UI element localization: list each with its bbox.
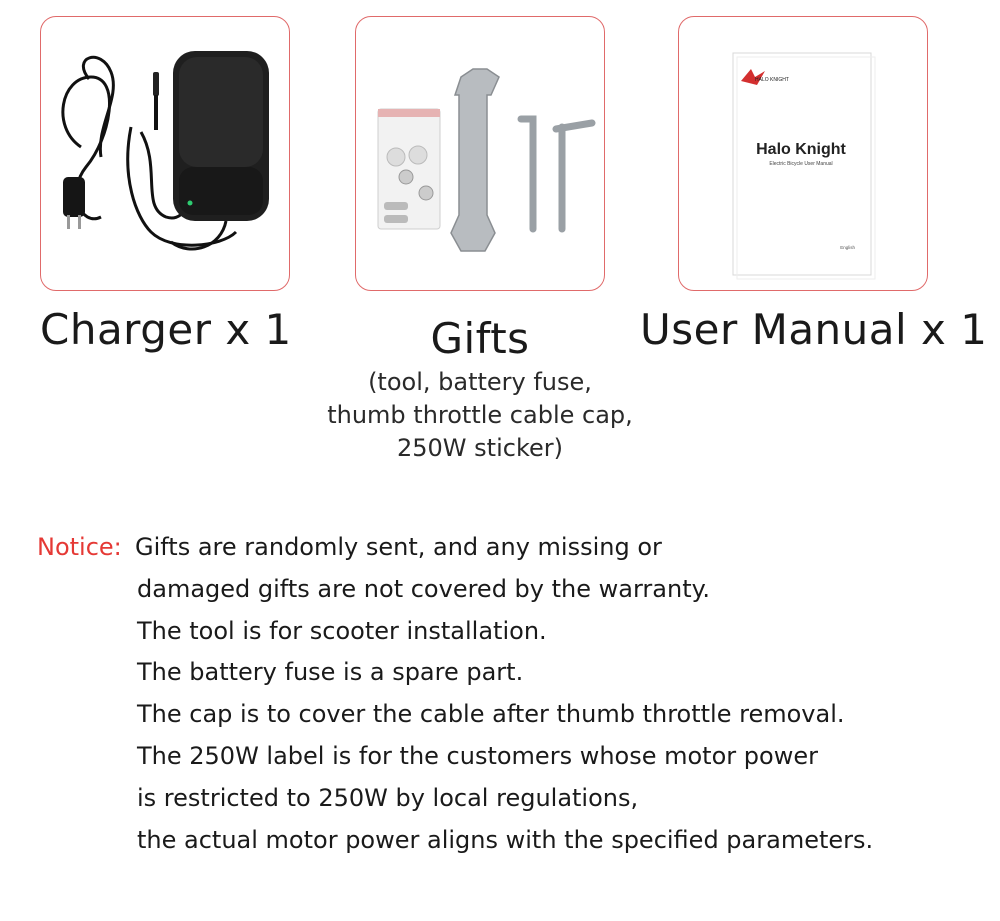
user-manual-photo xyxy=(679,17,928,291)
gifts-description-line: thumb throttle cable cap, xyxy=(327,401,633,429)
caption-gifts: Gifts xyxy=(430,314,530,363)
notice-line: the actual motor power aligns with the specified parameters. xyxy=(137,826,874,854)
svg-text:HALO KNIGHT: HALO KNIGHT xyxy=(755,77,789,83)
notice-line: The battery fuse is a spare part. xyxy=(137,658,524,686)
gifts-description-line: (tool, battery fuse, xyxy=(368,368,592,396)
manual-card xyxy=(678,16,928,291)
notice-line: The tool is for scooter installation. xyxy=(137,617,547,645)
gifts-card xyxy=(355,16,605,291)
manual-title: Halo Knight xyxy=(756,141,846,158)
caption-manual: User Manual x 1 xyxy=(640,305,988,354)
manual-language: English xyxy=(840,245,855,250)
notice-line: Gifts are randomly sent, and any missing or xyxy=(135,533,662,561)
manual-subtitle: Electric Bicycle User Manual xyxy=(769,161,833,167)
notice-line: The 250W label is for the customers whose motor power xyxy=(137,742,818,770)
notice-label: Notice: xyxy=(37,533,122,561)
gifts-photo xyxy=(356,17,605,291)
charger-card xyxy=(40,16,290,291)
charger-photo xyxy=(41,17,290,291)
gifts-description-line: 250W sticker) xyxy=(397,434,563,462)
gifts-description xyxy=(300,366,660,465)
notice-line: damaged gifts are not covered by the warranty. xyxy=(137,575,711,603)
notice-line: The cap is to cover the cable after thumb throttle removal. xyxy=(137,700,845,728)
caption-charger: Charger x 1 xyxy=(40,305,292,354)
notice-line: is restricted to 250W by local regulations, xyxy=(137,784,639,812)
